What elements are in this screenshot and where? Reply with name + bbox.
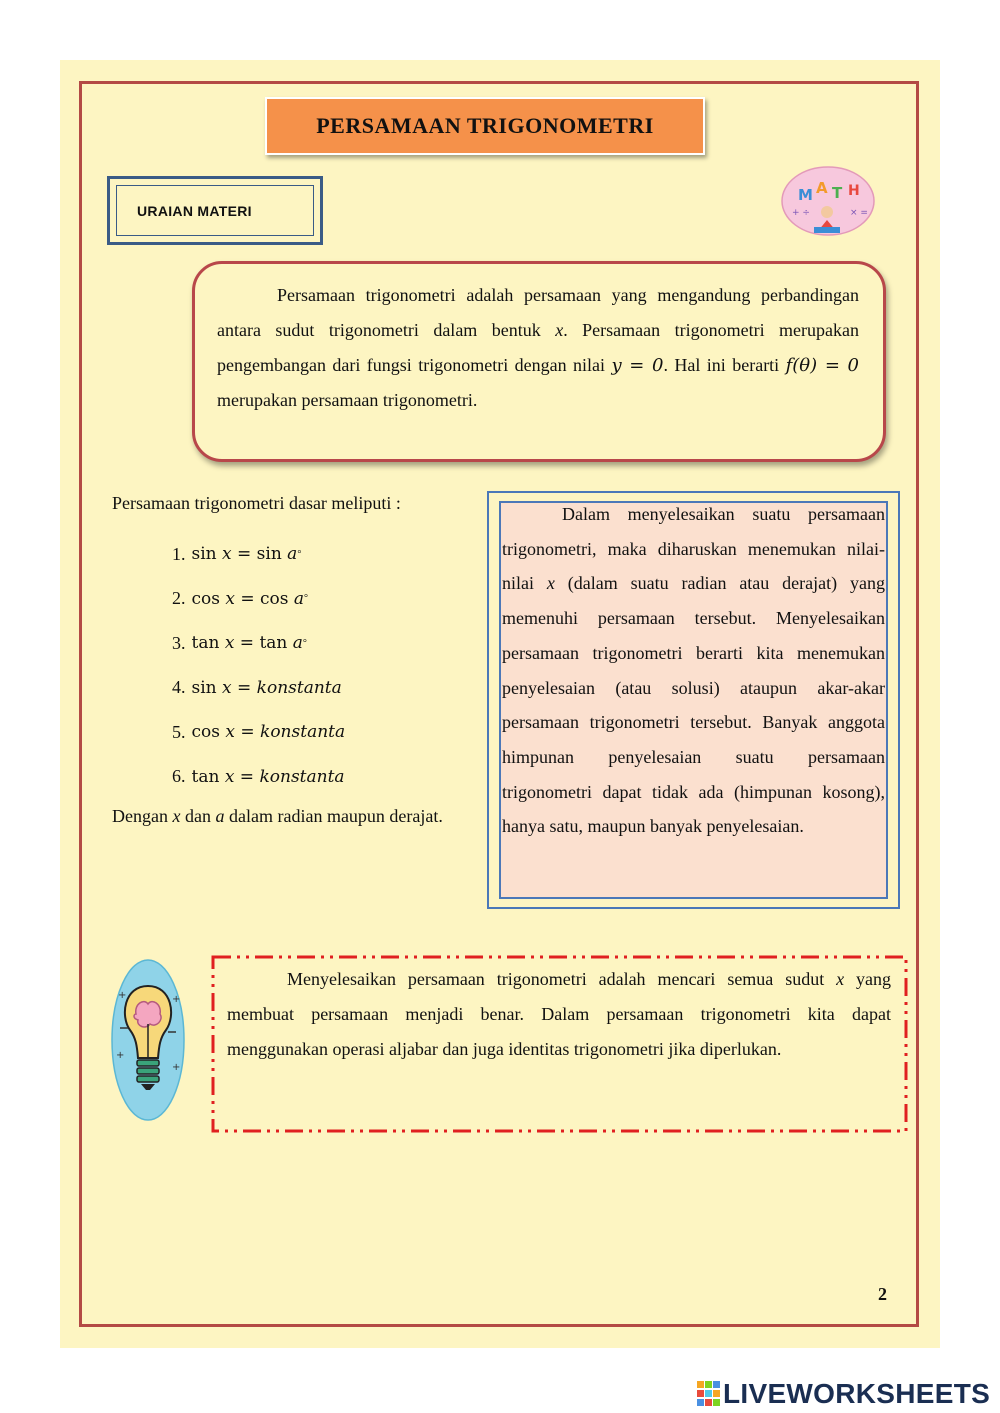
- equation-item: [172, 532, 345, 577]
- equation-item: [172, 666, 345, 711]
- equation-formula: tan 𝑥 = 𝑘𝑜𝑛𝑠𝑡𝑎𝑛𝑡𝑎: [191, 766, 345, 787]
- definition-text-3: . Hal ini berarti: [663, 355, 786, 375]
- variable-x: x: [555, 320, 564, 340]
- equation-formula: cos 𝑥 = 𝑘𝑜𝑛𝑠𝑡𝑎𝑛𝑡𝑎: [191, 722, 346, 743]
- variable-a: a: [215, 806, 225, 826]
- svg-text:+: +: [172, 994, 181, 1005]
- equation-number: 5.: [172, 721, 186, 742]
- equation-item: [172, 621, 345, 666]
- variable-x: x: [836, 969, 845, 989]
- equation-formula: cos 𝑥 = cos 𝑎: [191, 588, 305, 609]
- definition-text-4: merupakan persamaan trigonometri.: [217, 390, 478, 410]
- equation-number: 1.: [172, 543, 186, 564]
- svg-text:+: +: [172, 1062, 181, 1073]
- equation-item: [172, 755, 345, 800]
- variable-x: x: [172, 806, 181, 826]
- equation-number: 4.: [172, 677, 186, 698]
- degree-sign: °: [304, 593, 309, 605]
- section-label-box: [107, 176, 323, 245]
- footer-brand[interactable]: [697, 1378, 990, 1410]
- svg-text:+: +: [116, 1050, 125, 1061]
- svg-text:H: H: [848, 183, 860, 199]
- variables-note: [112, 803, 464, 830]
- solving-text-1: Dalam menyelesaikan suatu persamaan trigonometri, maka diharuskan menemukan nilai-nilai: [502, 504, 885, 594]
- equation-item: [172, 577, 345, 622]
- section-label: URAIAN MATERI: [116, 185, 314, 236]
- note-text-1: Dengan: [112, 806, 173, 826]
- svg-text:+: +: [118, 990, 127, 1001]
- svg-text:A: A: [816, 179, 828, 197]
- svg-text:T: T: [832, 184, 843, 202]
- equation-y-zero: 𝑦 = 0: [611, 355, 664, 376]
- definition-text: [217, 278, 859, 418]
- equation-formula: tan 𝑥 = tan 𝑎: [191, 633, 303, 654]
- equation-f-theta-zero: 𝑓(𝜃) = 0: [785, 355, 859, 376]
- tip-text: [227, 962, 891, 1067]
- solving-text: [502, 497, 885, 844]
- svg-text:× =: × =: [850, 208, 868, 218]
- tip-text-1: Menyelesaikan persamaan trigonometri adalah mencari semua sudut: [287, 969, 837, 989]
- equation-number: 6.: [172, 766, 186, 787]
- equation-formula: sin 𝑥 = 𝑘𝑜𝑛𝑠𝑡𝑎𝑛𝑡𝑎: [191, 677, 342, 698]
- definition-text-2: . Persamaan trigonometri merupakan pengembangan dari fungsi trigonometri dengan nilai: [217, 320, 860, 375]
- solving-text-2: (dalam suatu radian atau derajat) yang memenuhi persamaan tersebut. Menyelesaikan persamaan trigonometri berarti kita menemukan penyelesaian (atau solusi) ataupun akar-akar persamaan trigonometri tersebut. Banyak anggota himpunan penyelesaian suatu persamaan trigonometri dapat tidak ada (himpunan kosong), hanya satu, maupun banyak penyelesaian.: [502, 573, 885, 837]
- degree-sign: °: [302, 637, 307, 649]
- page-number: 2: [878, 1284, 887, 1304]
- equation-formula: sin 𝑥 = sin 𝑎: [191, 544, 298, 565]
- definition-text-1: Persamaan trigonometri adalah persamaan yang mengandung perbandingan antara sudut trigonometri dalam bentuk: [217, 285, 859, 340]
- degree-sign: °: [297, 548, 302, 560]
- equation-list: [172, 532, 345, 799]
- basic-equations-intro: Persamaan trigonometri dasar meliputi :: [112, 493, 401, 513]
- variable-x: x: [546, 573, 555, 594]
- note-text-2: dan: [180, 806, 216, 826]
- note-text-3: dalam radian maupun derajat.: [224, 806, 443, 826]
- liveworksheets-logo-icon: [697, 1381, 721, 1407]
- lightbulb-brain-icon: [110, 958, 186, 1122]
- equation-item: [172, 710, 345, 755]
- page-title: PERSAMAAN TRIGONOMETRI: [265, 97, 705, 155]
- tip-text-2: yang membuat persamaan menjadi benar. Dalam persamaan trigonometri kita dapat menggunakan operasi aljabar dan juga identitas trigonometri jika diperlukan.: [227, 969, 891, 1059]
- equation-number: 3.: [172, 632, 186, 653]
- svg-text:M: M: [798, 186, 813, 204]
- footer-brand-text: LIVEWORKSHEETS: [723, 1378, 991, 1409]
- math-brain-icon: [780, 165, 876, 241]
- equation-number: 2.: [172, 588, 186, 609]
- svg-text:+ ÷: + ÷: [792, 208, 810, 218]
